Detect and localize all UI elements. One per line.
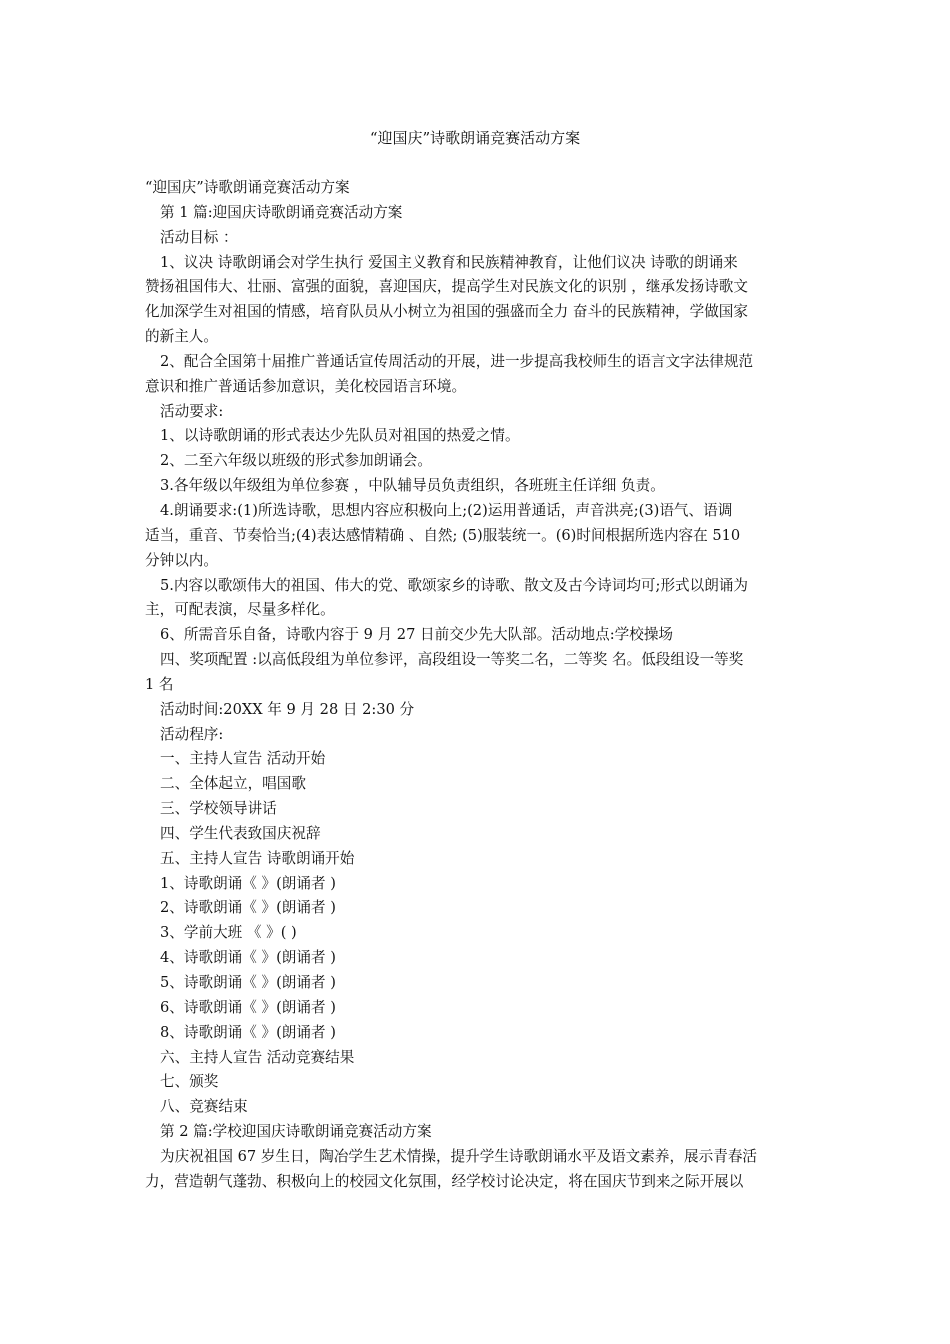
- text-line: 四、学生代表致国庆祝辞: [160, 824, 321, 842]
- text-line: 活动时间:20XX 年 9 月 28 日 2:30 分: [160, 700, 415, 718]
- text-line: 分钟以内。: [145, 551, 218, 569]
- text-line: 1 名: [145, 675, 174, 693]
- document-body: [145, 176, 807, 1195]
- text-line: 3、学前大班 《 》( ): [160, 924, 297, 942]
- text-line: 第 2 篇:学校迎国庆诗歌朗诵竞赛活动方案: [160, 1123, 432, 1141]
- text-line: 适当，重音、节奏恰当;(4)表达感情精确 、自然; (5)服装统一。(6)时间根据所选内容在 510: [145, 526, 741, 544]
- text-line: 的新主人。: [145, 328, 218, 346]
- text-line: 3.各年级以年级组为单位参赛 ，中队辅导员负责组织，各班班主任详细 负责。: [160, 477, 665, 495]
- text-line: 七、颁奖: [160, 1073, 219, 1091]
- text-line: 2、二至六年级以班级的形式参加朗诵会。: [160, 452, 432, 470]
- text-line: 五、主持人宣告 诗歌朗诵开始: [160, 849, 355, 867]
- text-line: 2、配合全国第十届推广普通话宣传周活动的开展，进一步提高我校师生的语言文字法律规范: [160, 352, 754, 370]
- text-line: 4.朗诵要求:(1)所选诗歌，思想内容应积极向上;(2)运用普通话，声音洪亮;(3)语气、语调: [160, 501, 733, 519]
- text-line: 主，可配表演，尽量多样化。: [145, 601, 335, 619]
- text-line: 活动目标 ：: [160, 228, 238, 246]
- text-line: 三、学校领导讲话: [160, 800, 277, 818]
- text-line: 1、议决 诗歌朗诵会对学生执行 爱国主义教育和民族精神教育，让他们议决 诗歌的朗诵来: [160, 253, 738, 271]
- text-line: “迎国庆”诗歌朗诵竞赛活动方案: [145, 179, 350, 196]
- text-line: 化加深学生对祖国的情感，培育队员从小树立为祖国的强盛而全力 奋斗的民族精神，学做国家: [145, 303, 748, 321]
- text-line: 八、竞赛结束: [160, 1098, 248, 1116]
- text-line: 四、奖项配置 :以高低段组为单位参评，高段组设一等奖二名，二等奖 名。低段组设一等奖: [160, 651, 744, 669]
- text-line: 5、诗歌朗诵《 》(朗诵者 ): [160, 974, 336, 991]
- text-line: 8、诗歌朗诵《 》(朗诵者 ): [160, 1023, 336, 1041]
- text-line: 1、以诗歌朗诵的形式表达少先队员对祖国的热爱之情。: [160, 427, 520, 445]
- text-line: 一、主持人宣告 活动开始: [160, 750, 326, 768]
- text-line: 2、诗歌朗诵《 》(朗诵者 ): [160, 899, 336, 917]
- text-line: 1、诗歌朗诵《 》(朗诵者 ): [160, 874, 336, 892]
- text-line: 4、诗歌朗诵《 》(朗诵者 ): [160, 949, 336, 967]
- text-line: 为庆祝祖国 67 岁生日，陶冶学生艺术情操，提升学生诗歌朗诵水平及语文素养，展示青春活: [160, 1147, 758, 1165]
- text-line: 第 1 篇:迎国庆诗歌朗诵竞赛活动方案: [160, 203, 403, 221]
- text-line: 意识和推广普通话参加意识，美化校园语言环境。: [145, 377, 467, 395]
- text-line: 6、诗歌朗诵《 》(朗诵者 ): [160, 998, 336, 1016]
- text-line: 6、所需音乐自备，诗歌内容于 9 月 27 日前交少先大队部。活动地点:学校操场: [160, 626, 674, 644]
- text-line: 5.内容以歌颂伟大的祖国、伟大的党、歌颂家乡的诗歌、散文及古今诗词均可;形式以朗诵为: [160, 576, 749, 594]
- text-line: 二、全体起立，唱国歌: [160, 775, 306, 793]
- text-line: 活动程序:: [160, 725, 224, 743]
- text-line: 力，营造朝气蓬勃、积极向上的校园文化氛围，经学校讨论决定，将在国庆节到来之际开展以: [145, 1172, 744, 1190]
- text-line: 赞扬祖国伟大、壮丽、富强的面貌，喜迎国庆，提高学生对民族文化的识别 ，继承发扬诗歌文: [145, 278, 748, 296]
- document-title: “迎国庆”诗歌朗诵竞赛活动方案: [369, 129, 581, 147]
- text-line: 六、主持人宣告 活动竞赛结果: [160, 1048, 355, 1066]
- text-line: 活动要求:: [160, 402, 224, 420]
